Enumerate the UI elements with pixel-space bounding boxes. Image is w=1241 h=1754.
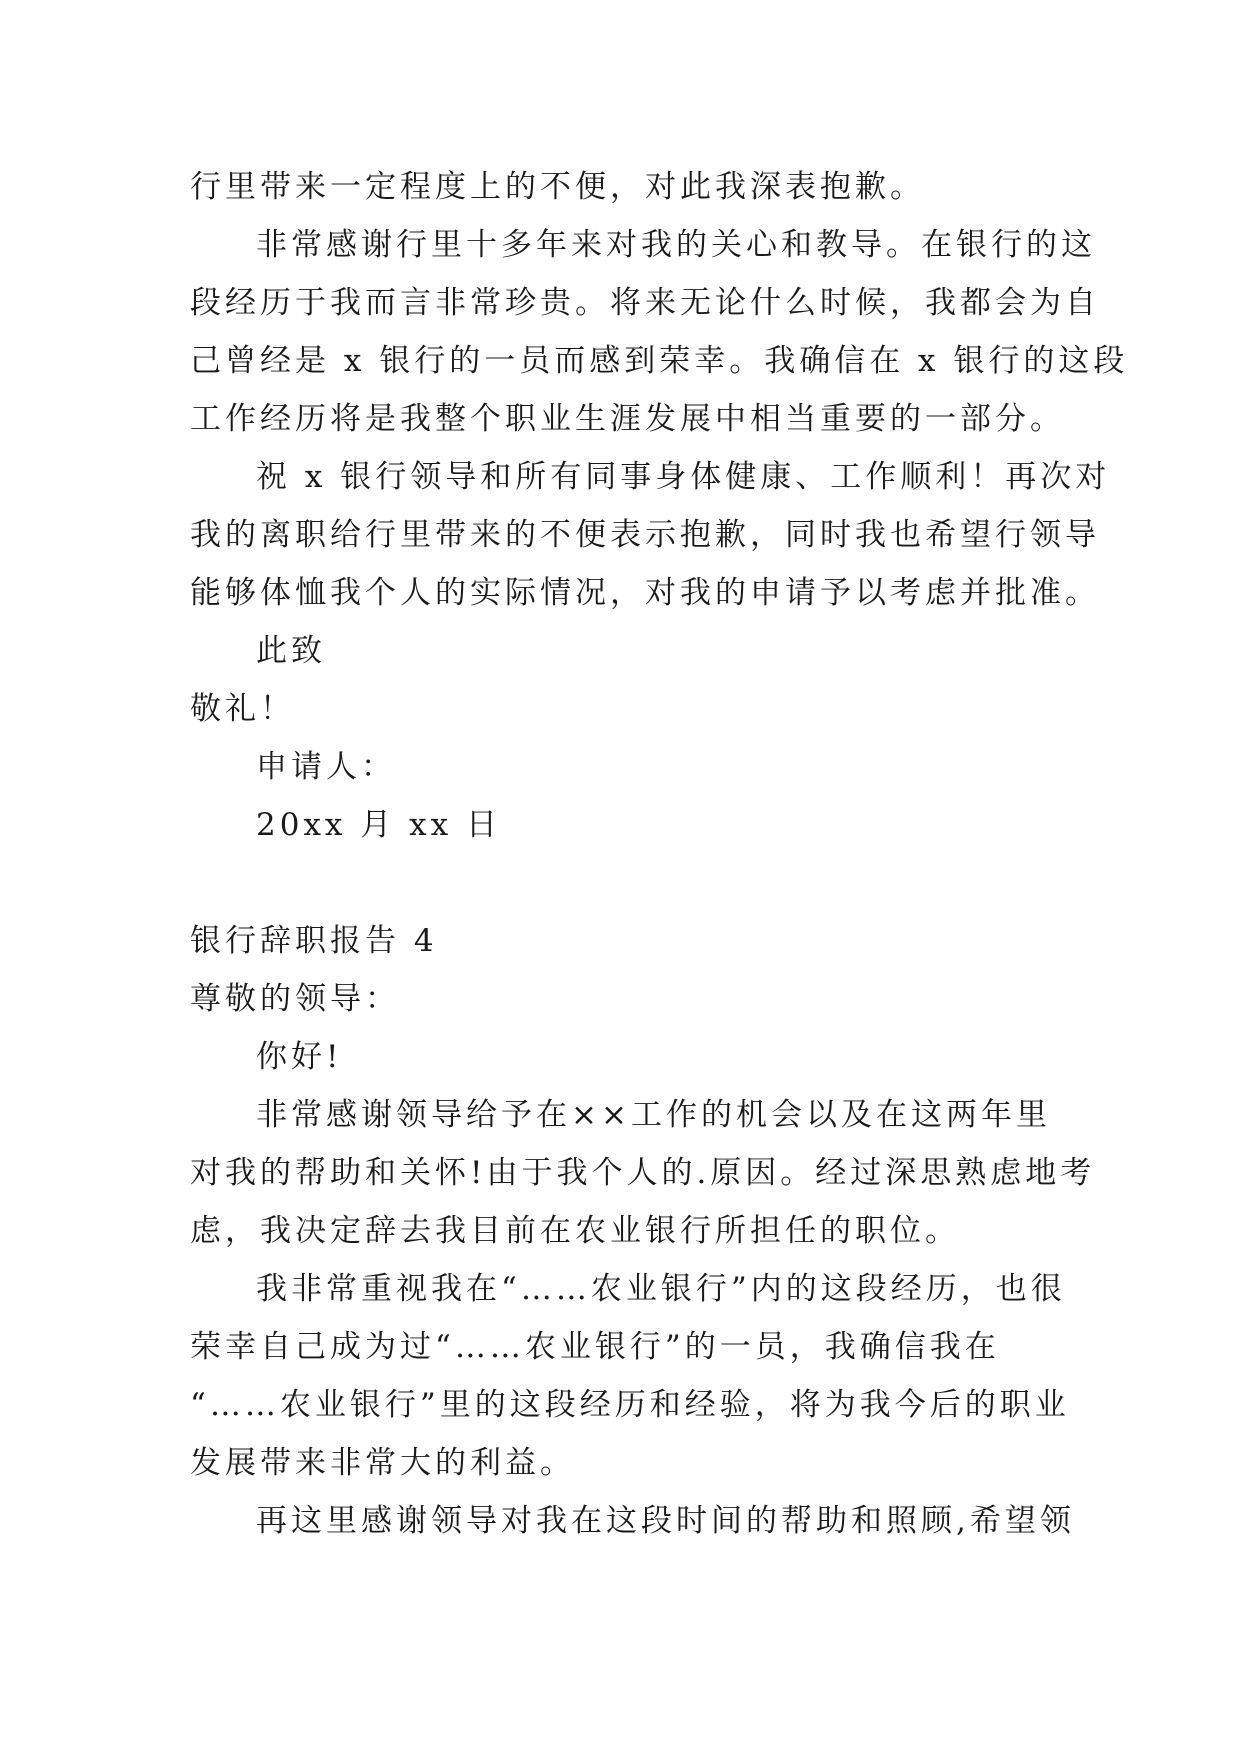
- date-text: 20xx 月 xx 日: [256, 807, 501, 843]
- paragraph-line: “……农业银行”里的这段经历和经验，将为我今后的职业: [190, 1387, 1070, 1423]
- paragraph-line: 行里带来一定程度上的不便，对此我深表抱歉。: [190, 169, 925, 205]
- salute-text: 敬礼！: [190, 691, 295, 727]
- greeting-text: 你好!: [256, 1039, 343, 1075]
- document-body: [190, 158, 1129, 1550]
- paragraph-line: 我的离职给行里带来的不便表示抱歉，同时我也希望行领导: [190, 517, 1100, 553]
- paragraph-line: 能够体恤我个人的实际情况，对我的申请予以考虑并批准。: [190, 575, 1100, 611]
- paragraph-line: 工作经历将是我整个职业生涯发展中相当重要的一部分。: [190, 401, 1065, 437]
- applicant-label: 申请人：: [256, 749, 396, 785]
- paragraph-line: 非常感谢行里十多年来对我的关心和教导。在银行的这: [256, 227, 1096, 263]
- paragraph-line: 段经历于我而言非常珍贵。将来无论什么时候，我都会为自: [190, 285, 1100, 321]
- section-spacer: [190, 854, 1070, 912]
- section-title: 银行辞职报告 4: [190, 923, 438, 959]
- paragraph-line: 再这里感谢领导对我在这段时间的帮助和照顾,希望领: [256, 1503, 1075, 1539]
- paragraph-line: 虑，我决定辞去我目前在农业银行所担任的职位。: [190, 1213, 960, 1249]
- paragraph-line: 己曾经是 x 银行的一员而感到荣幸。我确信在 x 银行的这段: [190, 343, 1129, 379]
- paragraph-line: 荣幸自己成为过“……农业银行”的一员，我确信我在: [190, 1329, 1000, 1365]
- paragraph-line: 对我的帮助和关怀!由于我个人的.原因。经过深思熟虑地考: [190, 1155, 1096, 1191]
- recipient-text: 尊敬的领导：: [190, 981, 400, 1017]
- paragraph-line: 祝 x 银行领导和所有同事身体健康、工作顺利！再次对: [256, 459, 1111, 495]
- paragraph-line: 我非常重视我在“……农业银行”内的这段经历，也很: [256, 1271, 1066, 1307]
- closing-text: 此致: [256, 633, 326, 669]
- paragraph-line: 发展带来非常大的利益。: [190, 1445, 575, 1481]
- paragraph-line: 非常感谢领导给予在××工作的机会以及在这两年里: [256, 1097, 1051, 1133]
